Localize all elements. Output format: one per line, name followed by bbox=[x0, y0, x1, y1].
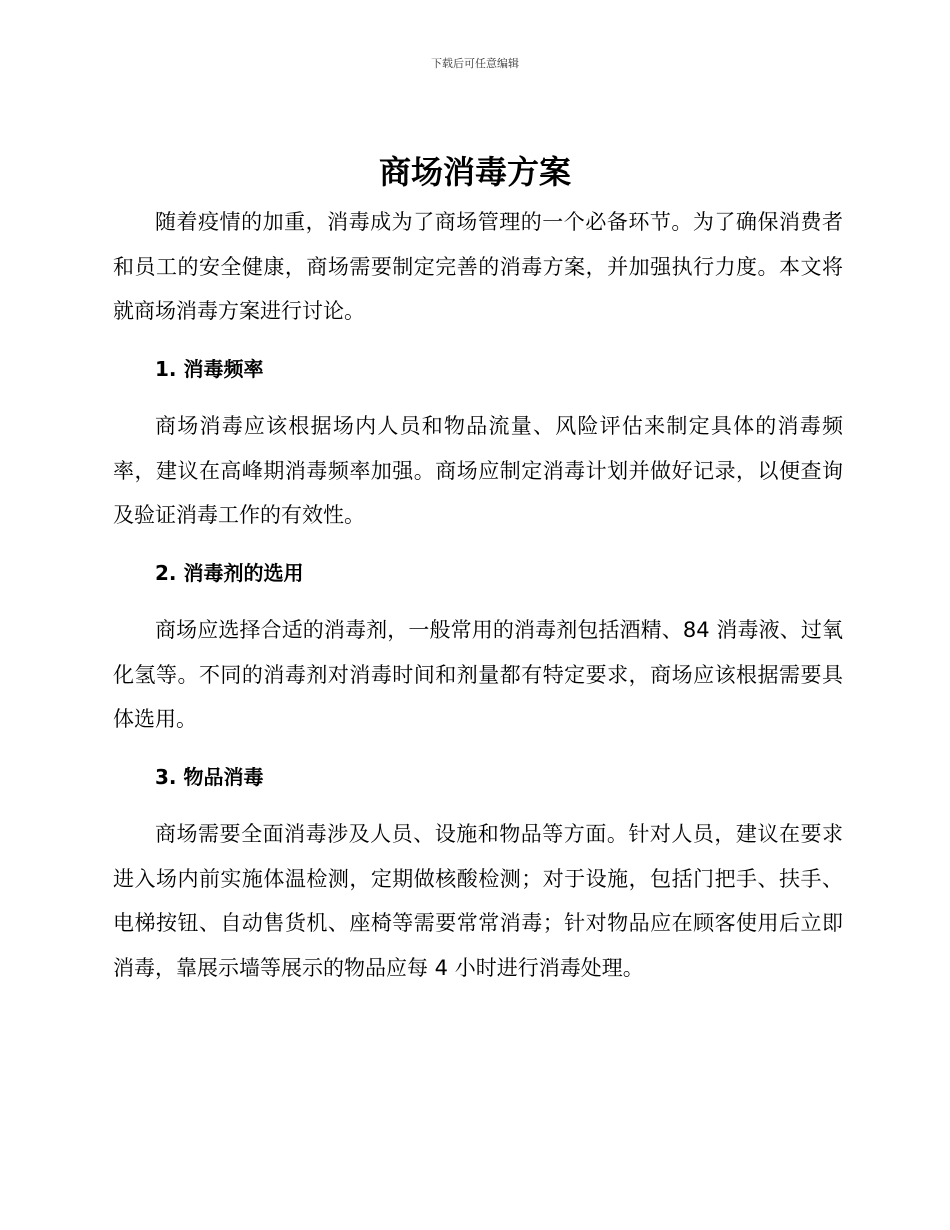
intro-paragraph: 随着疫情的加重，消毒成为了商场管理的一个必备环节。为了确保消费者和员工的安全健康，商场需要制定完善的消毒方案，并加强执行力度。本文将就商场消毒方案进行讨论。 bbox=[113, 210, 843, 323]
section-heading-frequency: 1. 消毒频率 bbox=[155, 357, 264, 381]
section-heading-disinfectant: 2. 消毒剂的选用 bbox=[155, 561, 304, 585]
document-title: 商场消毒方案 bbox=[378, 153, 571, 191]
section-body-frequency: 商场消毒应该根据场内人员和物品流量、风险评估来制定具体的消毒频率，建议在高峰期消毒频率加强。商场应制定消毒计划并做好记录，以便查询及验证消毒工作的有效性。 bbox=[113, 414, 843, 527]
section-body-items: 商场需要全面消毒涉及人员、设施和物品等方面。针对人员，建议在要求进入场内前实施体温检测，定期做核酸检测；对于设施，包括门把手、扶手、电梯按钮、自动售货机、座椅等需要常常消毒；针对物品应在顾客使用后立即消毒，靠展示墙等展示的物品应每 4 小时进行消毒处理。 bbox=[113, 822, 843, 980]
header-note: 下载后可任意编辑 bbox=[431, 57, 519, 70]
section-heading-items: 3. 物品消毒 bbox=[155, 765, 264, 789]
section-body-disinfectant: 商场应选择合适的消毒剂，一般常用的消毒剂包括酒精、84 消毒液、过氧化氢等。不同的消毒剂对消毒时间和剂量都有特定要求，商场应该根据需要具体选用。 bbox=[113, 618, 843, 731]
